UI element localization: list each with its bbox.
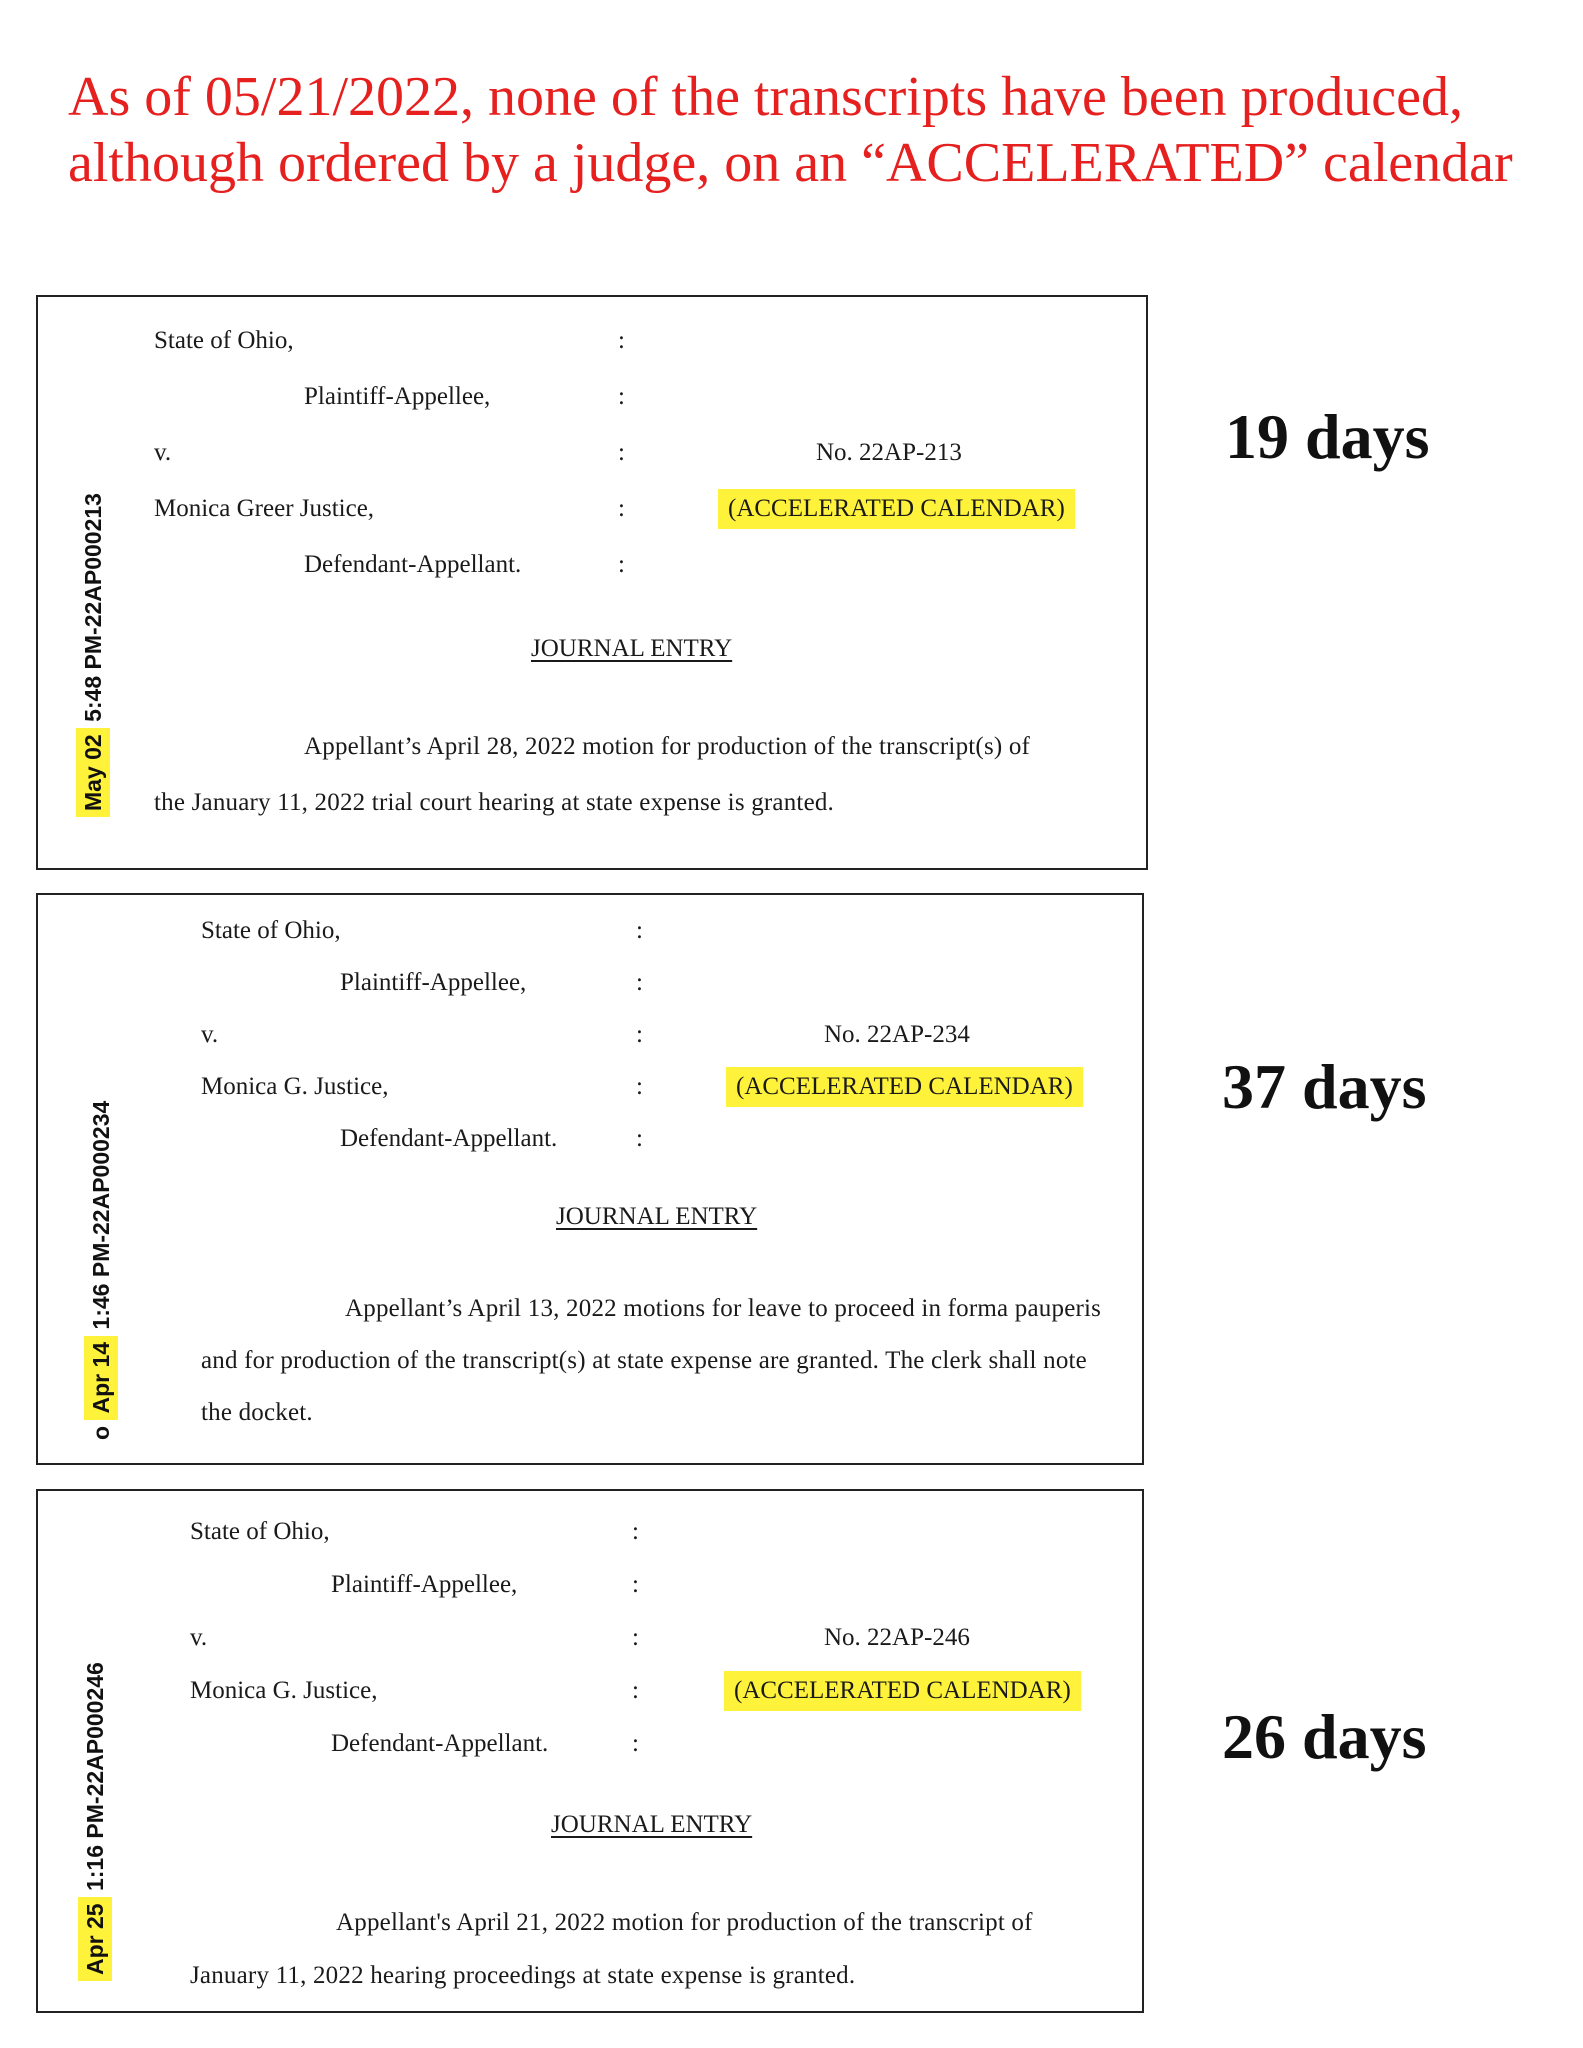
party-defendant: Monica Greer Justice, [154,495,375,522]
body-line-2: and for production of the transcript(s) at state expense are granted. The clerk shall note [201,1347,1087,1374]
body-line-3: the docket. [201,1399,313,1426]
role-plaintiff: Plaintiff-Appellee, [340,969,527,996]
caption-colon: : [618,495,625,522]
stamp-date: Apr 25 [78,1897,112,1981]
body-line-1: Appellant’s April 28, 2022 motion for production of the transcript(s) of [304,733,1031,760]
versus: v. [201,1021,219,1048]
case-number: No. 22AP-234 [824,1021,970,1048]
party-defendant: Monica G. Justice, [190,1677,378,1704]
caption-colon: : [636,1073,643,1100]
stamp-date: Apr 14 [84,1336,118,1420]
journal-entry-panel-1 [36,295,1148,870]
caption-colon: : [636,1125,643,1152]
journal-entry-title: JOURNAL ENTRY [551,1811,753,1838]
elapsed-days-3: 26 days [1222,1701,1427,1772]
body-line-2: January 11, 2022 hearing proceedings at state expense is granted. [190,1962,856,1989]
elapsed-days-2: 37 days [1222,1051,1427,1122]
role-defendant: Defendant-Appellant. [304,551,522,578]
headline-line-1: As of 05/21/2022, none of the transcripts have been produced, [68,66,1463,128]
caption-colon: : [632,1624,639,1651]
filing-stamp [82,1662,109,1981]
caption-colon: : [618,383,625,410]
caption-colon: : [636,1021,643,1048]
case-number: No. 22AP-246 [824,1624,970,1651]
caption-colon: : [632,1677,639,1704]
calendar-badge: (ACCELERATED CALENDAR) [718,489,1075,529]
stamp-time-case: 1:16 PM-22AP000246 [82,1662,108,1892]
caption-colon: : [632,1518,639,1545]
caption-colon: : [618,327,625,354]
party-plaintiff: State of Ohio, [154,327,294,354]
calendar-badge: (ACCELERATED CALENDAR) [726,1067,1083,1107]
caption-colon: : [636,917,643,944]
versus: v. [190,1624,208,1651]
journal-entry-title: JOURNAL ENTRY [531,635,733,662]
body-line-1: Appellant’s April 13, 2022 motions for leave to proceed in forma pauperis [345,1295,1102,1322]
versus: v. [154,439,172,466]
journal-entry-panel-3 [36,1489,1144,2013]
party-plaintiff: State of Ohio, [190,1518,330,1545]
elapsed-days-1: 19 days [1225,401,1430,472]
filing-stamp [88,1101,115,1440]
headline [68,64,1548,196]
stamp-time-case: 1:46 PM-22AP000234 [88,1100,114,1330]
role-defendant: Defendant-Appellant. [340,1125,558,1152]
stamp-date: May 02 [76,728,110,817]
party-defendant: Monica G. Justice, [201,1073,389,1100]
case-number: No. 22AP-213 [816,439,962,466]
journal-entry-panel-2 [36,893,1144,1465]
caption-colon: : [618,439,625,466]
caption-colon: : [632,1730,639,1757]
caption-colon: : [618,551,625,578]
role-plaintiff: Plaintiff-Appellee, [304,383,491,410]
filing-stamp [80,493,107,817]
role-defendant: Defendant-Appellant. [331,1730,549,1757]
role-plaintiff: Plaintiff-Appellee, [331,1571,518,1598]
party-plaintiff: State of Ohio, [201,917,341,944]
body-line-2: the January 11, 2022 trial court hearing at state expense is granted. [154,789,835,816]
stamp-time-case: 5:48 PM-22AP000213 [80,493,106,722]
caption-colon: : [636,969,643,996]
caption-colon: : [632,1571,639,1598]
body-line-1: Appellant's April 21, 2022 motion for production of the transcript of [336,1909,1033,1936]
headline-line-2: although ordered by a judge, on an “ACCELERATED” calendar [68,132,1513,194]
stamp-prefix: o [88,1425,114,1440]
journal-entry-title: JOURNAL ENTRY [556,1203,758,1230]
calendar-badge: (ACCELERATED CALENDAR) [724,1671,1081,1711]
